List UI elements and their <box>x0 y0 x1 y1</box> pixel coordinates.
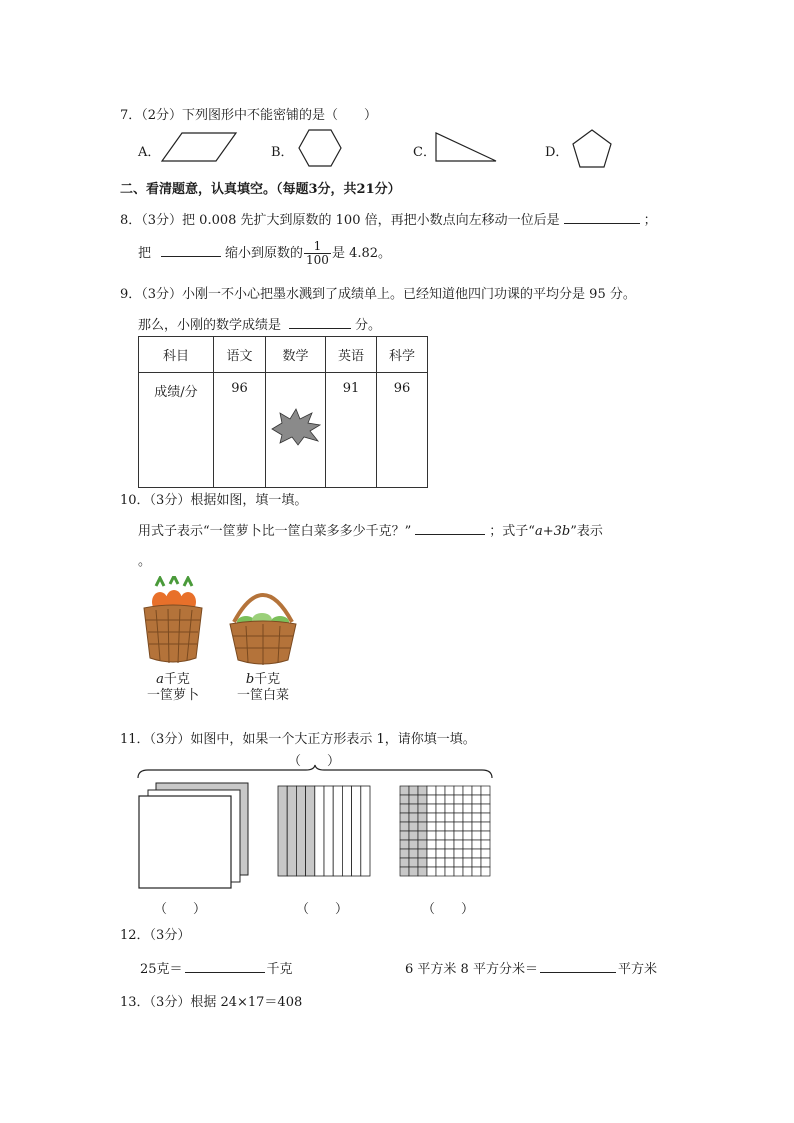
hundredth-cell <box>436 822 445 831</box>
hundredth-cell <box>400 831 409 840</box>
hundredth-cell <box>400 813 409 822</box>
curly-brace-icon <box>136 764 494 780</box>
q12-right-end: 平方米 <box>617 962 657 977</box>
hundredth-cell <box>427 849 436 858</box>
hundredth-cell <box>409 813 418 822</box>
tenths-strips-figure <box>276 784 374 878</box>
score-table-cell: 91 <box>326 373 377 488</box>
carrot-basket-caption <box>138 672 208 704</box>
tenth-strip <box>278 786 287 876</box>
q12-left-end: 千克 <box>266 962 293 977</box>
hundredth-cell <box>463 840 472 849</box>
score-table-header-cell: 数学 <box>266 337 326 373</box>
hundredth-cell <box>436 813 445 822</box>
q12-left <box>140 958 293 977</box>
q8-line2-mid: 缩小到原数的 <box>225 246 304 261</box>
hundredth-cell <box>454 822 463 831</box>
cabbage-weight-var: b <box>245 672 255 687</box>
hundredth-cell <box>436 858 445 867</box>
hexagon-icon <box>297 128 343 168</box>
score-table-cell: 成绩/分 <box>139 373 214 488</box>
hundredth-cell <box>472 786 481 795</box>
hundredth-cell <box>472 849 481 858</box>
q10-expression: a+3b <box>534 524 571 539</box>
hundredth-cell <box>418 867 427 876</box>
hundredth-cell <box>445 831 454 840</box>
q9-line1: 9．（3分）小刚一不小心把墨水溅到了成绩单上。已经知道他四门功课的平均分是 95 分。 <box>120 287 636 302</box>
cabbage-basket-caption <box>228 672 298 704</box>
q12-right-start: 6 平方米 8 平方分米＝ <box>405 962 538 977</box>
hundredth-cell <box>436 849 445 858</box>
hundredth-cell <box>409 831 418 840</box>
cabbage-weight-unit: 千克 <box>254 672 281 687</box>
hundredth-cell <box>445 795 454 804</box>
hundredth-cell <box>427 858 436 867</box>
carrot-weight-unit: 千克 <box>163 672 190 687</box>
hundredth-cell <box>472 840 481 849</box>
q10-line2-mid: ；式子“ <box>489 524 535 539</box>
hundredth-cell <box>454 831 463 840</box>
score-table-cell: 96 <box>214 373 266 488</box>
hundredth-cell <box>427 804 436 813</box>
hundredth-cell <box>472 867 481 876</box>
hundredth-cell <box>409 840 418 849</box>
hundredth-cell <box>472 795 481 804</box>
q8-answer-blank-2[interactable] <box>161 243 221 257</box>
section-heading: 二、看清题意，认真填空。（每题3分，共21分） <box>120 182 401 197</box>
hundredth-cell <box>436 867 445 876</box>
hundredth-cell <box>427 867 436 876</box>
hundredth-cell <box>400 804 409 813</box>
hundredth-cell <box>436 804 445 813</box>
q9-line2 <box>138 314 381 333</box>
hundredth-cell <box>481 786 490 795</box>
q8-fraction-numerator: 1 <box>304 240 331 254</box>
hundredth-cell <box>454 867 463 876</box>
q7-option-b-label: B． <box>271 145 294 160</box>
q12-stem: 12．（3分） <box>120 928 191 943</box>
hundredth-cell <box>454 786 463 795</box>
parallelogram-icon <box>160 131 240 165</box>
hundredth-cell <box>463 867 472 876</box>
hundredth-cell <box>463 831 472 840</box>
ink-splash-icon <box>268 407 322 447</box>
hundredth-cell <box>481 840 490 849</box>
score-table-cell-ink-splash <box>266 373 326 488</box>
q12-right <box>405 958 657 977</box>
hundredth-cell <box>463 786 472 795</box>
q7-option-a-label: A． <box>138 145 161 160</box>
hundredth-cell <box>481 858 490 867</box>
q11-answer-1[interactable]: （ ） <box>154 902 207 917</box>
score-table-header-row <box>139 337 428 373</box>
hundredth-cell <box>481 795 490 804</box>
hundredth-cell <box>409 858 418 867</box>
hundredth-cell <box>427 813 436 822</box>
hundredth-cell <box>445 858 454 867</box>
hundredth-cell <box>400 858 409 867</box>
hundredth-cell <box>418 795 427 804</box>
hundredth-cell <box>418 786 427 795</box>
hundredth-cell <box>418 831 427 840</box>
hundredth-cell <box>472 822 481 831</box>
q10-line2-end: ”表示 <box>570 524 603 539</box>
hundredth-cell <box>463 804 472 813</box>
q8-line2 <box>138 240 391 267</box>
score-table-header-cell: 英语 <box>326 337 377 373</box>
tenth-strip <box>306 786 315 876</box>
tenth-strip <box>296 786 305 876</box>
score-table-header-cell: 语文 <box>214 337 266 373</box>
q10-line3: 。 <box>138 554 152 569</box>
hundredth-cell <box>481 813 490 822</box>
hundredth-cell <box>454 804 463 813</box>
hundredth-cell <box>454 795 463 804</box>
score-table-header-cell: 科目 <box>139 337 214 373</box>
q8-line1-end: ； <box>643 213 657 228</box>
hundredth-cell <box>418 840 427 849</box>
score-table <box>138 336 428 488</box>
hundredth-cell <box>409 849 418 858</box>
hundredth-cell <box>427 831 436 840</box>
hundredth-cell <box>463 858 472 867</box>
hundredth-cell <box>427 786 436 795</box>
pentagon-icon <box>570 128 614 170</box>
q8-line1-text: 8．（3分）把 0.008 先扩大到原数的 100 倍，再把小数点向左移动一位后是 <box>120 213 560 228</box>
hundredth-cell <box>454 840 463 849</box>
q7-option-d-label: D． <box>545 145 569 160</box>
q11-top-answer[interactable]: （ ） <box>288 754 341 769</box>
hundredth-cell <box>418 804 427 813</box>
hundredth-cell <box>418 813 427 822</box>
hundredth-cell <box>436 786 445 795</box>
hundredth-cell <box>472 813 481 822</box>
hundredth-cell <box>481 822 490 831</box>
score-table-value-row <box>139 373 428 488</box>
score-table-cell: 96 <box>377 373 428 488</box>
tenth-strip <box>342 786 351 876</box>
hundredth-cell <box>436 831 445 840</box>
hundredth-cell <box>427 795 436 804</box>
hundredth-cell <box>445 822 454 831</box>
hundredth-cell <box>481 831 490 840</box>
hundredth-cell <box>472 831 481 840</box>
q11-stem: 11．（3分）如图中，如果一个大正方形表示 1，请你填一填。 <box>120 732 476 747</box>
q12-answer-blank-1[interactable] <box>185 959 265 973</box>
tenth-strip <box>352 786 361 876</box>
hundredth-cell <box>445 813 454 822</box>
tenth-strip <box>333 786 342 876</box>
carrot-basket-label: 一筐萝卜 <box>146 688 199 703</box>
hundredth-cell <box>454 813 463 822</box>
hundredth-cell <box>409 867 418 876</box>
q10-line2 <box>138 520 603 539</box>
q11-answer-2[interactable]: （ ） <box>296 902 349 917</box>
hundredth-cell <box>481 804 490 813</box>
q13-stem: 13．（3分）根据 24×17＝408 <box>120 995 303 1010</box>
hundredth-cell <box>463 795 472 804</box>
hundredth-cell <box>463 849 472 858</box>
hundredth-cell <box>472 804 481 813</box>
q8-fraction-denominator: 100 <box>306 253 329 267</box>
tenth-strip <box>361 786 370 876</box>
score-table-header-cell: 科学 <box>377 337 428 373</box>
q7-option-c-label: C． <box>413 145 436 160</box>
hundredth-cell <box>454 858 463 867</box>
hundredth-cell <box>400 786 409 795</box>
hundredth-cell <box>445 840 454 849</box>
q9-answer-blank[interactable] <box>289 315 351 329</box>
hundredth-cell <box>481 849 490 858</box>
q12-answer-blank-2[interactable] <box>540 959 616 973</box>
hundredth-cell <box>463 813 472 822</box>
tenth-strip <box>315 786 324 876</box>
hundredth-cell <box>427 840 436 849</box>
hundredth-cell <box>445 786 454 795</box>
hundredth-cell <box>400 849 409 858</box>
tenth-strip <box>324 786 333 876</box>
hundredth-cell <box>445 867 454 876</box>
hundredth-cell <box>400 822 409 831</box>
hundredth-cell <box>400 840 409 849</box>
q8-line1 <box>120 209 657 228</box>
q8-line2-start: 把 <box>138 246 152 261</box>
hundredth-cell <box>418 822 427 831</box>
q10-stem: 10．（3分）根据如图，填一填。 <box>120 493 308 508</box>
carrot-basket-icon <box>138 576 208 668</box>
q8-fraction <box>304 240 331 267</box>
hundredth-cell <box>409 822 418 831</box>
q10-answer-blank[interactable] <box>415 521 485 535</box>
hundredth-cell <box>418 858 427 867</box>
q8-line2-end: 是 4.82。 <box>331 246 392 261</box>
q10-line2-start: 用式子表示“一筐萝卜比一筐白菜多多少千克？” <box>138 524 412 539</box>
cabbage-basket-icon <box>226 582 300 668</box>
q11-answer-3[interactable]: （ ） <box>422 902 475 917</box>
hundredth-cell <box>463 822 472 831</box>
right-triangle-icon <box>434 131 500 165</box>
q8-answer-blank-1[interactable] <box>564 210 640 224</box>
hundredth-cell <box>418 849 427 858</box>
hundredth-cell <box>436 840 445 849</box>
carrot-weight-var: a <box>156 672 164 687</box>
hundredth-cell <box>454 849 463 858</box>
q9-line2-start: 那么，小刚的数学成绩是 <box>138 318 282 333</box>
hundredth-cell <box>409 804 418 813</box>
three-squares-figure <box>136 780 252 890</box>
tenth-strip <box>287 786 296 876</box>
q12-left-start: 25克＝ <box>140 962 183 977</box>
hundredth-cell <box>427 822 436 831</box>
hundredth-cell <box>445 804 454 813</box>
hundredth-cell <box>409 786 418 795</box>
hundredth-cell <box>400 795 409 804</box>
hundredth-cell <box>445 849 454 858</box>
q7-stem: 7．（2分）下列图形中不能密铺的是（ ） <box>120 108 378 123</box>
q9-line2-end: 分。 <box>355 318 382 333</box>
hundredth-cell <box>400 867 409 876</box>
hundredth-cell <box>436 795 445 804</box>
cabbage-basket-label: 一筐白菜 <box>236 688 289 703</box>
hundredth-cell <box>409 795 418 804</box>
hundredth-cell <box>472 858 481 867</box>
hundredths-grid-figure <box>398 784 492 878</box>
hundredth-cell <box>481 867 490 876</box>
